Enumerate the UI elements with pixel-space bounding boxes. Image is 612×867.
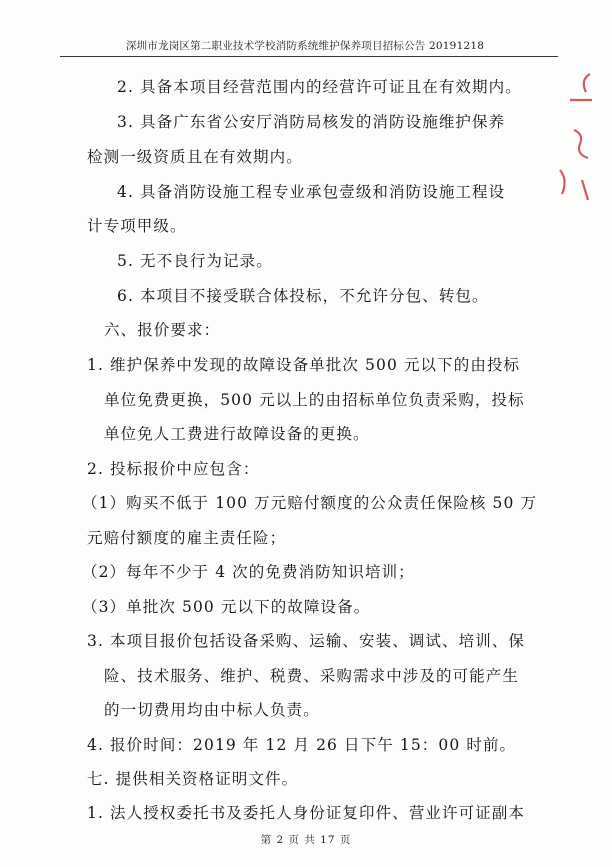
body-line-2: 3. 具备广东省公安厅消防局核发的消防设施维护保养 — [117, 113, 506, 131]
body-line-6: 5. 无不良行为记录。 — [117, 252, 273, 270]
body-line-14: 元赔付额度的雇主责任险； — [87, 529, 287, 547]
body-line-22: 1. 法人授权委托书及委托人身份证复印件、营业许可证副本 — [87, 804, 526, 822]
body-line-17: 3. 本项目报价包括设备采购、运输、安装、调试、培训、保 — [87, 632, 526, 650]
body-line-9: 1. 维护保养中发现的故障设备单批次 500 元以下的由投标 — [87, 356, 521, 374]
body-line-20: 4. 报价时间：2019 年 12 月 26 日下午 15：00 时前。 — [87, 736, 517, 754]
body-line-1: 2. 具备本项目经营范围内的经营许可证且在有效期内。 — [117, 78, 522, 96]
header-divider — [60, 56, 558, 57]
body-line-18: 险、技术服务、维护、税费、采购需求中涉及的可能产生 — [104, 667, 520, 685]
page-header: 深圳市龙岗区第二职业技术学校消防系统维护保养项目招标公告 20191218 — [125, 40, 485, 52]
body-line-3: 检测一级资质且在有效期内。 — [87, 148, 303, 166]
body-line-7: 6. 本项目不接受联合体投标，不允许分包、转包。 — [117, 287, 489, 305]
body-line-12: 2. 投标报价中应包含： — [87, 460, 260, 478]
body-line-10: 单位免费更换，500 元以上的由招标单位负责采购，投标 — [104, 391, 525, 409]
official-seal-stamp — [540, 70, 600, 210]
body-line-15: （2）每年不少于 4 次的免费消防知识培训； — [82, 563, 415, 581]
body-line-5: 计专项甲级。 — [87, 217, 187, 235]
body-line-13: （1）购买不低于 100 万元赔付额度的公众责任保险核 50 万 — [82, 494, 538, 512]
body-line-16: （3）单批次 500 元以下的故障设备。 — [82, 598, 371, 616]
section-heading-quote-requirements: 六、报价要求： — [104, 321, 221, 339]
section-heading-qualification-documents: 七. 提供相关资格证明文件。 — [87, 770, 299, 788]
body-line-11: 单位免人工费进行故障设备的更换。 — [104, 425, 370, 443]
body-line-4: 4. 具备消防设施工程专业承包壹级和消防设施工程设 — [117, 183, 506, 201]
page-footer: 第 2 页 共 17 页 — [260, 834, 352, 846]
body-line-19: 的一切费用均由中标人负责。 — [104, 701, 320, 719]
